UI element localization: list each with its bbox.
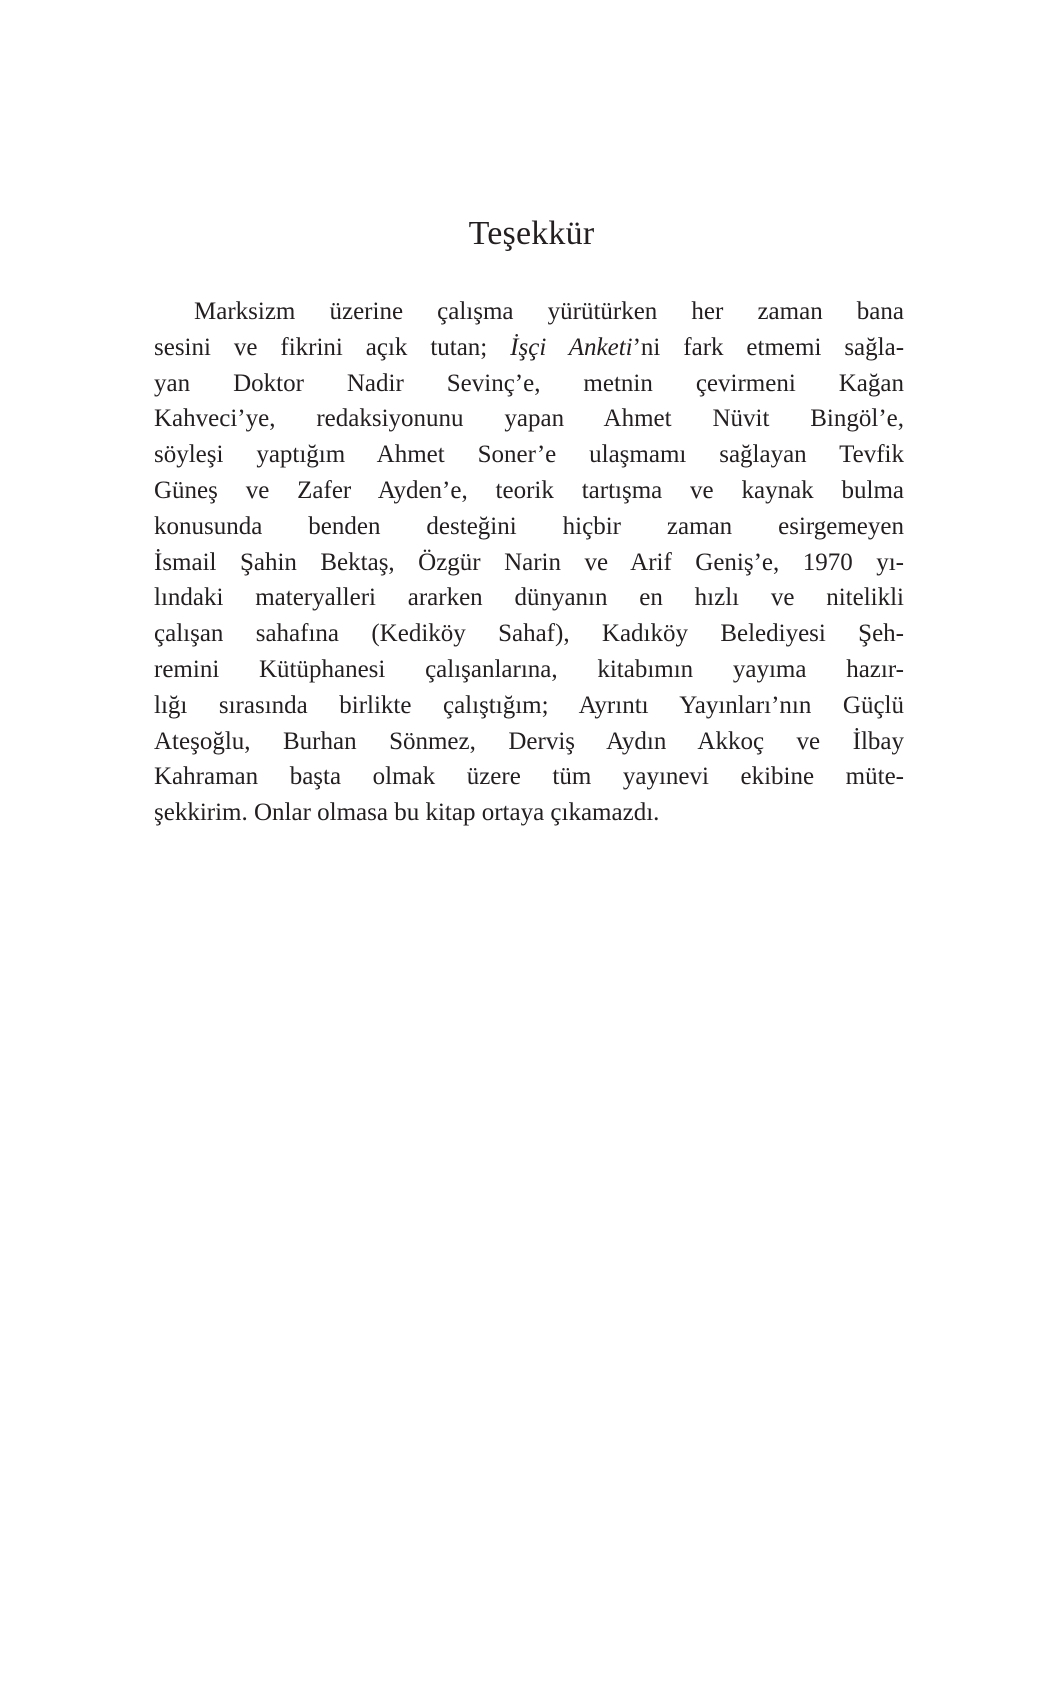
italic-book-title: İşçi Anketi [510, 333, 633, 361]
paragraph-line-11: remini Kütüphanesi çalışanlarına, kitabımın yayıma hazır- [154, 655, 904, 683]
paragraph-line-14: Kahraman başta olmak üzere tüm yayınevi ekibine müte- [154, 763, 904, 791]
paragraph-line-8: İsmail Şahin Bektaş, Özgür Narin ve Arif Geniş’e, 1970 yı- [154, 548, 904, 576]
paragraph-line-7: konusunda benden desteğini hiçbir zaman esirgemeyen [154, 512, 904, 540]
paragraph-line-4: Kahveci’ye, redaksiyonunu yapan Ahmet Nüvit Bingöl’e, [154, 405, 904, 433]
paragraph-line-13: Ateşoğlu, Burhan Sönmez, Derviş Aydın Akkoç ve İlbay [154, 727, 904, 755]
paragraph-line-12: lığı sırasında birlikte çalıştığım; Ayrıntı Yayınları’nın Güçlü [154, 691, 904, 719]
acknowledgement-paragraph [154, 294, 904, 831]
paragraph-line-9: lındaki materyalleri ararken dünyanın en hızlı ve nitelikli [154, 584, 904, 612]
paragraph-line-5: söyleşi yaptığım Ahmet Soner’e ulaşmamı sağlayan Tevfik [154, 441, 904, 469]
paragraph-line-3: yan Doktor Nadir Sevinç’e, metnin çevirmeni Kağan [154, 369, 904, 397]
page-title: Teşekkür [468, 215, 595, 252]
line-2-start: sesini ve fikrini açık tutan; [154, 333, 511, 361]
paragraph-line-15: şekkirim. Onlar olmasa bu kitap ortaya çıkamazdı. [154, 799, 660, 827]
line-2-end: ’ni fark etmemi sağla- [632, 333, 905, 361]
paragraph-line-1: Marksizm üzerine çalışma yürütürken her zaman bana [194, 298, 904, 325]
paragraph-line-10: çalışan sahafına (Kediköy Sahaf), Kadıköy Belediyesi Şeh- [154, 620, 904, 648]
paragraph-line-2 [154, 330, 904, 366]
paragraph-line-6: Güneş ve Zafer Ayden’e, teorik tartışma ve kaynak bulma [154, 476, 904, 504]
